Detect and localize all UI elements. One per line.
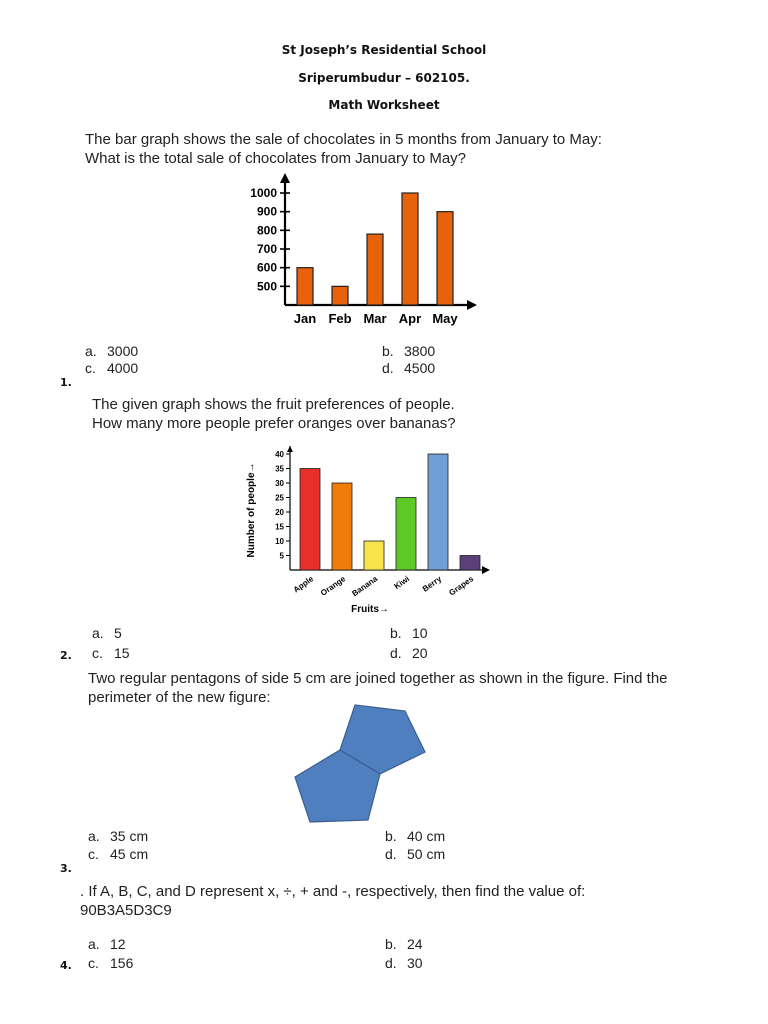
option-letter: b. — [382, 343, 394, 359]
option-value: 35 cm — [110, 828, 149, 844]
question-text-line: Two regular pentagons of side 5 cm are joined together as shown in the figure. Find the — [88, 670, 668, 687]
y-tick-label: 500 — [256, 279, 277, 294]
question-text-line: How many more people prefer oranges over bananas? — [92, 415, 456, 432]
x-axis-label: Fruits→ — [351, 604, 389, 615]
y-tick-label: 15 — [275, 522, 284, 532]
y-tick-label: 700 — [256, 242, 277, 256]
worksheet-title: Math Worksheet — [328, 98, 440, 112]
x-axis-arrow — [482, 566, 490, 574]
question-2-option-b[interactable] — [390, 625, 428, 641]
y-tick-label: 40 — [275, 450, 284, 459]
x-tick-label: Jan — [293, 311, 317, 326]
option-value: 3800 — [404, 343, 436, 359]
x-tick-label: May — [432, 311, 458, 326]
option-value: 4000 — [107, 360, 139, 376]
fruit-preferences-bar-chart — [240, 440, 500, 620]
question-4-option-d[interactable] — [385, 955, 423, 971]
question-1-option-a[interactable] — [85, 343, 138, 359]
option-value: 45 cm — [110, 846, 149, 862]
option-letter: d. — [385, 955, 397, 971]
question-4-number: 4. — [60, 959, 72, 972]
bar — [437, 212, 453, 305]
x-tick-label: Apple — [291, 574, 316, 595]
x-tick-label: Mar — [363, 311, 387, 326]
question-3-option-c[interactable] — [88, 846, 148, 862]
option-value: 24 — [407, 936, 423, 952]
bar — [428, 454, 448, 570]
question-2-option-d[interactable] — [390, 645, 428, 661]
option-value: 30 — [407, 955, 423, 971]
question-4-option-a[interactable] — [88, 936, 126, 952]
question-1-option-d[interactable] — [382, 360, 435, 376]
option-letter: c. — [85, 360, 96, 376]
question-1-option-c[interactable] — [85, 360, 138, 376]
y-axis-arrow — [280, 173, 290, 183]
y-tick-label: 25 — [275, 493, 284, 503]
bar — [297, 268, 313, 305]
y-tick-label: 10 — [275, 537, 284, 546]
option-letter: d. — [382, 360, 394, 376]
question-2-text — [92, 395, 456, 433]
y-tick-label: 900 — [256, 204, 277, 219]
question-text-line: . If A, B, C, and D represent x, ÷, + and -, respectively, then find the value of: — [80, 883, 586, 900]
option-letter: a. — [85, 343, 97, 359]
x-tick-label: Apr — [398, 311, 422, 326]
joined-pentagons-figure — [290, 700, 435, 830]
x-tick-label: Berry — [420, 574, 444, 594]
option-letter: a. — [88, 936, 100, 952]
option-letter: b. — [385, 828, 397, 844]
question-4-option-b[interactable] — [385, 936, 423, 952]
question-text-line: perimeter of the new figure: — [88, 689, 271, 706]
question-3-option-d[interactable] — [385, 846, 445, 862]
question-text-line: 90B3A5D3C9 — [80, 902, 172, 919]
y-axis-arrow — [287, 446, 293, 452]
bar — [332, 286, 348, 305]
x-axis-arrow — [467, 300, 477, 310]
question-text-line: The given graph shows the fruit preferences of people. — [92, 396, 455, 413]
option-letter: c. — [92, 645, 103, 661]
y-tick-label: 30 — [275, 479, 284, 488]
question-3-option-b[interactable] — [385, 828, 445, 844]
option-value: 20 — [412, 645, 428, 661]
x-tick-label: Grapes — [447, 574, 476, 598]
chocolate-sales-bar-chart — [225, 165, 485, 335]
question-4-option-c[interactable] — [88, 955, 133, 971]
bar — [396, 498, 416, 571]
question-1-option-b[interactable] — [382, 343, 435, 359]
y-tick-label: 600 — [256, 260, 277, 275]
x-tick-label: Feb — [328, 311, 352, 326]
question-text-line: The bar graph shows the sale of chocolates in 5 months from January to May: — [85, 131, 602, 148]
option-value: 12 — [110, 936, 126, 952]
option-letter: c. — [88, 846, 99, 862]
y-tick-label: 5 — [279, 551, 284, 561]
question-3-number: 3. — [60, 862, 72, 875]
bar — [300, 469, 320, 571]
bar — [367, 234, 383, 305]
y-tick-label: 20 — [275, 508, 284, 517]
option-value: 156 — [110, 955, 134, 971]
option-letter: a. — [88, 828, 100, 844]
x-tick-label: Orange — [319, 574, 348, 598]
school-name: St Joseph’s Residential School — [281, 43, 487, 57]
bar — [332, 483, 352, 570]
question-text-line: What is the total sale of chocolates from January to May? — [85, 150, 467, 167]
question-2-option-a[interactable] — [92, 625, 122, 641]
option-value: 3000 — [107, 343, 139, 359]
option-value: 15 — [114, 645, 130, 661]
option-letter: a. — [92, 625, 104, 641]
option-value: 4500 — [404, 360, 436, 376]
option-value: 40 cm — [407, 828, 446, 844]
option-letter: d. — [385, 846, 397, 862]
question-3-option-a[interactable] — [88, 828, 148, 844]
bar — [364, 541, 384, 570]
x-tick-label: Kiwi — [392, 574, 412, 592]
bar — [402, 193, 418, 305]
option-value: 5 — [114, 625, 122, 641]
question-1-number: 1. — [60, 376, 72, 389]
question-1-text — [85, 130, 602, 168]
y-tick-label: 1000 — [250, 186, 277, 200]
option-letter: d. — [390, 645, 402, 661]
y-axis-label: Number of people→ — [246, 462, 257, 558]
question-4-text — [80, 882, 585, 920]
bar — [460, 556, 480, 571]
question-2-number: 2. — [60, 649, 72, 662]
y-tick-label: 35 — [275, 464, 284, 474]
x-tick-label: Banana — [350, 574, 380, 599]
question-2-option-c[interactable] — [92, 645, 130, 661]
option-value: 50 cm — [407, 846, 446, 862]
option-letter: b. — [390, 625, 402, 641]
school-address: Sriperumbudur – 602105. — [298, 71, 470, 85]
option-letter: c. — [88, 955, 99, 971]
option-value: 10 — [412, 625, 428, 641]
y-tick-label: 800 — [256, 223, 277, 238]
option-letter: b. — [385, 936, 397, 952]
